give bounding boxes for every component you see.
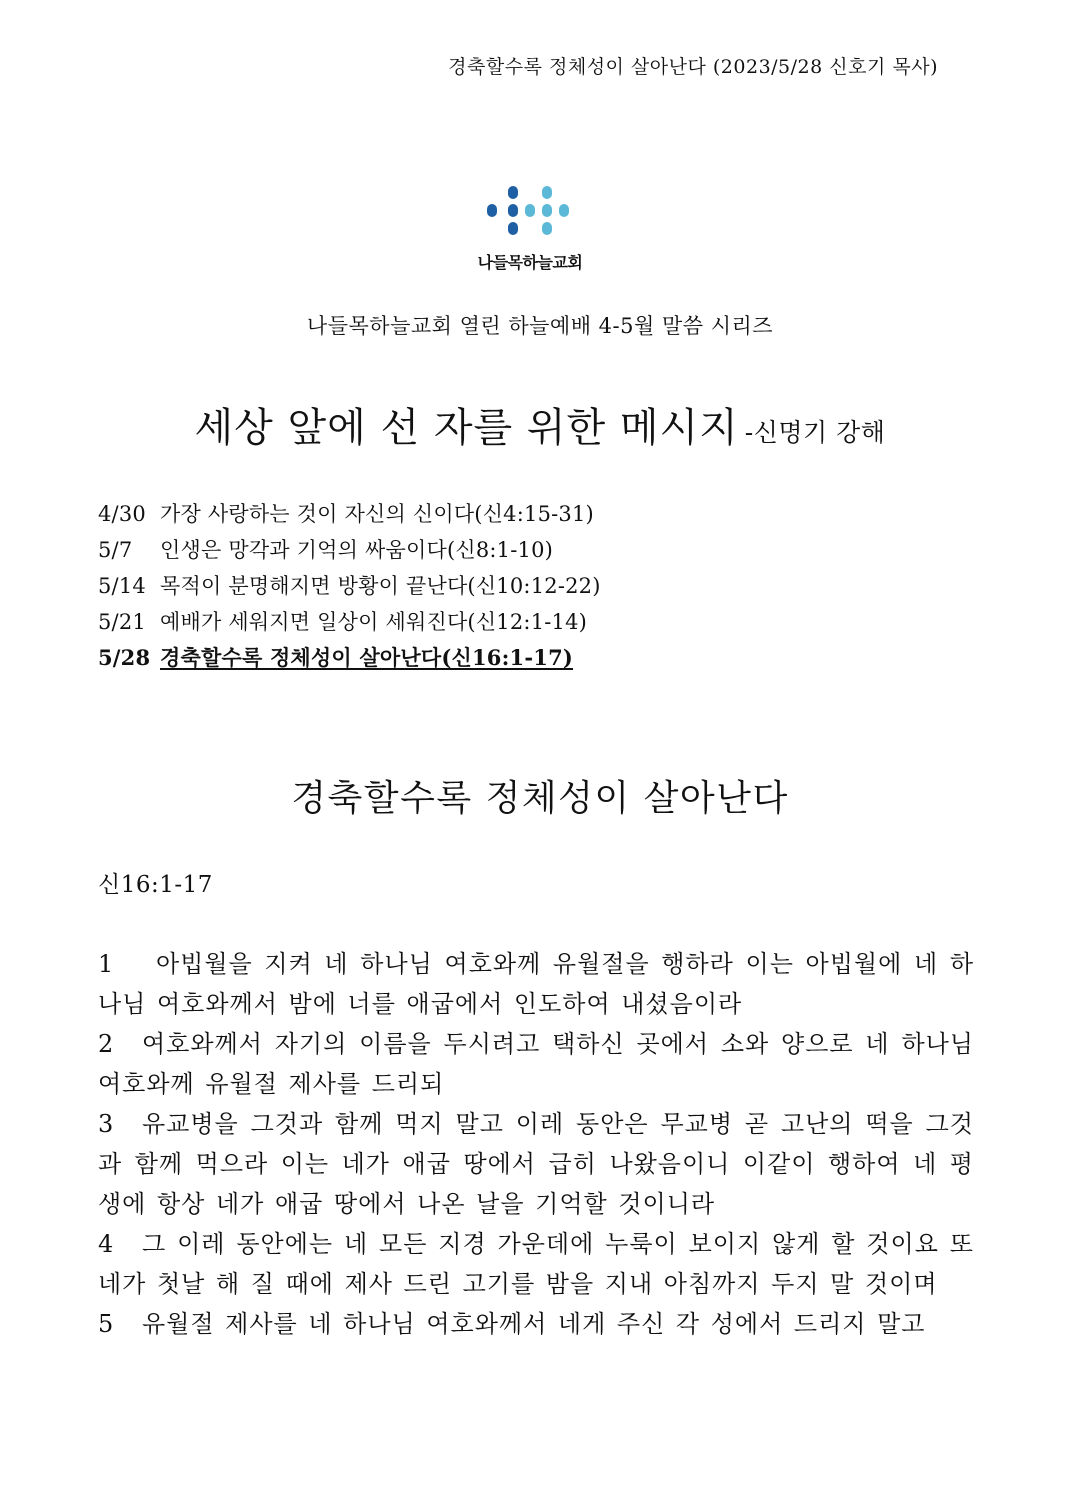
series-intro: 나들목하늘교회 열린 하늘예배 4-5월 말씀 시리즈 xyxy=(306,314,774,338)
series-title xyxy=(0,396,1080,453)
verse xyxy=(98,1304,974,1344)
sermon-schedule xyxy=(98,496,978,676)
header-note: 경축할수록 정체성이 살아난다 (2023/5/28 신호기 목사) xyxy=(448,56,938,78)
church-dots-cross-logo-icon xyxy=(468,182,592,246)
verse-text: 유교병을 그것과 함께 먹지 말고 이레 동안은 무교병 곧 고난의 떡을 그것과 함께 먹으라 이는 네가 애굽 땅에서 급히 나왔음이니 이같이 행하여 네 평생에 항상 네가 애굽 땅에서 나온 날을 기억할 것이니라 xyxy=(98,1110,974,1218)
verse-number: 4 xyxy=(98,1230,115,1258)
verse xyxy=(98,944,974,1024)
church-logo xyxy=(468,182,592,277)
sermon-title: 경축할수록 정체성이 살아난다 xyxy=(291,778,789,819)
schedule-date: 5/21 xyxy=(98,610,146,634)
verse-text: 유월절 제사를 네 하나님 여호와께서 네게 주신 각 성에서 드리지 말고 xyxy=(142,1310,926,1338)
schedule-text: 경축할수록 정체성이 살아난다(신16:1-17) xyxy=(160,645,574,670)
series-title-main: 세상 앞에 선 자를 위한 메시지 xyxy=(194,405,739,451)
verse xyxy=(98,1104,974,1224)
verse-text: 그 이레 동안에는 네 모든 지경 가운데에 누룩이 보이지 않게 할 것이요 또 네가 첫날 해 질 때에 제사 드린 고기를 밤을 지내 아침까지 두지 말 것이며 xyxy=(98,1230,974,1298)
schedule-item-current xyxy=(98,640,978,676)
schedule-date: 5/14 xyxy=(98,574,146,598)
series-title-sub: -신명기 강해 xyxy=(744,418,886,447)
schedule-item xyxy=(98,532,978,568)
verse-number: 1 xyxy=(98,950,115,978)
verse-text: 여호와께서 자기의 이름을 두시려고 택하신 곳에서 소와 양으로 네 하나님 여호와께 유월절 제사를 드리되 xyxy=(98,1030,974,1098)
schedule-item xyxy=(98,496,978,532)
verse-number: 5 xyxy=(98,1310,115,1338)
schedule-text: 인생은 망각과 기억의 싸움이다(신8:1-10) xyxy=(160,538,554,562)
schedule-text: 목적이 분명해지면 방황이 끝난다(신10:12-22) xyxy=(160,574,601,598)
verse xyxy=(98,1224,974,1304)
scripture-verses xyxy=(98,944,974,1344)
scripture-reference: 신16:1-17 xyxy=(98,872,213,898)
schedule-date: 5/28 xyxy=(98,645,151,670)
schedule-text: 가장 사랑하는 것이 자신의 신이다(신4:15-31) xyxy=(160,502,594,526)
verse xyxy=(98,1024,974,1104)
schedule-date: 5/7 xyxy=(98,538,133,562)
schedule-text: 예배가 세워지면 일상이 세워진다(신12:1-14) xyxy=(160,610,588,634)
verse-number: 2 xyxy=(98,1030,115,1058)
logo-wordmark: 나들목하늘교회 xyxy=(477,253,583,272)
schedule-item xyxy=(98,568,978,604)
verse-number: 3 xyxy=(98,1110,115,1138)
schedule-item xyxy=(98,604,978,640)
schedule-date: 4/30 xyxy=(98,502,146,526)
verse-text: 아빕월을 지켜 네 하나님 여호와께 유월절을 행하라 이는 아빕월에 네 하나님 여호와께서 밤에 너를 애굽에서 인도하여 내셨음이라 xyxy=(98,950,974,1018)
